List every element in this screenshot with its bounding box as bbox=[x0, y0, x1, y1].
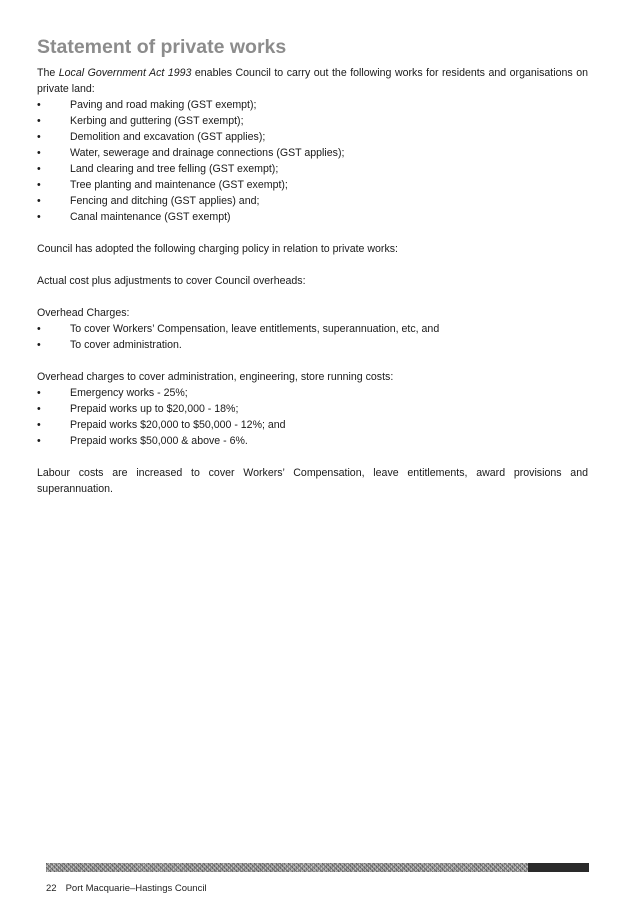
list-item bbox=[37, 161, 588, 177]
spacer bbox=[37, 289, 588, 305]
footer-organisation: Port Macquarie–Hastings Council bbox=[65, 883, 207, 894]
list-item-text: Kerbing and guttering (GST exempt); bbox=[70, 115, 244, 127]
list-item bbox=[37, 385, 588, 401]
list-item bbox=[37, 129, 588, 145]
overhead-list bbox=[37, 321, 588, 353]
list-item-text: Demolition and excavation (GST applies); bbox=[70, 131, 266, 143]
list-item bbox=[37, 337, 588, 353]
bullet-icon: • bbox=[37, 435, 41, 447]
bullet-icon: • bbox=[37, 99, 41, 111]
footer-decorative-bar bbox=[46, 863, 528, 872]
list-item bbox=[37, 417, 588, 433]
bullet-icon: • bbox=[37, 179, 41, 191]
page-title: Statement of private works bbox=[37, 36, 287, 58]
bullet-icon: • bbox=[37, 403, 41, 415]
list-item-text: Prepaid works $20,000 to $50,000 - 12%; and bbox=[70, 419, 286, 431]
list-item bbox=[37, 193, 588, 209]
list-item bbox=[37, 401, 588, 417]
labour-paragraph: Labour costs are increased to cover Workers’ Compensation, leave entitlements, award provisions and superannuation. bbox=[37, 467, 588, 495]
bullet-icon: • bbox=[37, 163, 41, 175]
bullet-icon: • bbox=[37, 211, 41, 223]
list-item bbox=[37, 145, 588, 161]
list-item bbox=[37, 321, 588, 337]
bullet-icon: • bbox=[37, 323, 41, 335]
list-item bbox=[37, 209, 588, 225]
list-item-text: Paving and road making (GST exempt); bbox=[70, 99, 257, 111]
bullet-icon: • bbox=[37, 131, 41, 143]
page-number: 22 bbox=[46, 883, 57, 894]
list-item-text: Prepaid works up to $20,000 - 18%; bbox=[70, 403, 239, 415]
list-item bbox=[37, 113, 588, 129]
intro-pre: The bbox=[37, 67, 59, 79]
policy-paragraph: Council has adopted the following charging policy in relation to private works: bbox=[37, 243, 398, 255]
list-item-text: Emergency works - 25%; bbox=[70, 387, 188, 399]
works-list bbox=[37, 97, 588, 225]
list-item bbox=[37, 433, 588, 449]
rates-list bbox=[37, 385, 588, 449]
document-page bbox=[37, 36, 588, 497]
bullet-icon: • bbox=[37, 115, 41, 127]
spacer bbox=[37, 353, 588, 369]
bullet-icon: • bbox=[37, 147, 41, 159]
page-footer bbox=[46, 883, 207, 895]
list-item-text: To cover administration. bbox=[70, 339, 182, 351]
spacer bbox=[37, 225, 588, 241]
footer-dark-bar bbox=[528, 863, 589, 872]
list-item-text: Fencing and ditching (GST applies) and; bbox=[70, 195, 260, 207]
act-name: Local Government Act 1993 bbox=[58, 67, 192, 79]
list-item-text: To cover Workers’ Compensation, leave entitlements, superannuation, etc, and bbox=[70, 323, 440, 335]
list-item-text: Water, sewerage and drainage connections (GST applies); bbox=[70, 147, 345, 159]
bullet-icon: • bbox=[37, 195, 41, 207]
list-item-text: Canal maintenance (GST exempt) bbox=[70, 211, 231, 223]
list-item-text: Tree planting and maintenance (GST exempt); bbox=[70, 179, 288, 191]
list-item-text: Land clearing and tree felling (GST exempt); bbox=[70, 163, 279, 175]
actual-cost-paragraph: Actual cost plus adjustments to cover Council overheads: bbox=[37, 275, 306, 287]
intro-paragraph bbox=[37, 65, 588, 97]
bullet-icon: • bbox=[37, 419, 41, 431]
list-item-text: Prepaid works $50,000 & above - 6%. bbox=[70, 435, 248, 447]
intro-post: enables Council to carry out the following works for residents and organisations on private land: bbox=[37, 67, 588, 95]
overhead-charges-paragraph: Overhead charges to cover administration, engineering, store running costs: bbox=[37, 371, 394, 383]
list-item bbox=[37, 97, 588, 113]
spacer bbox=[37, 449, 588, 465]
bullet-icon: • bbox=[37, 339, 41, 351]
bullet-icon: • bbox=[37, 387, 41, 399]
overhead-heading: Overhead Charges: bbox=[37, 307, 130, 319]
spacer bbox=[37, 257, 588, 273]
list-item bbox=[37, 177, 588, 193]
